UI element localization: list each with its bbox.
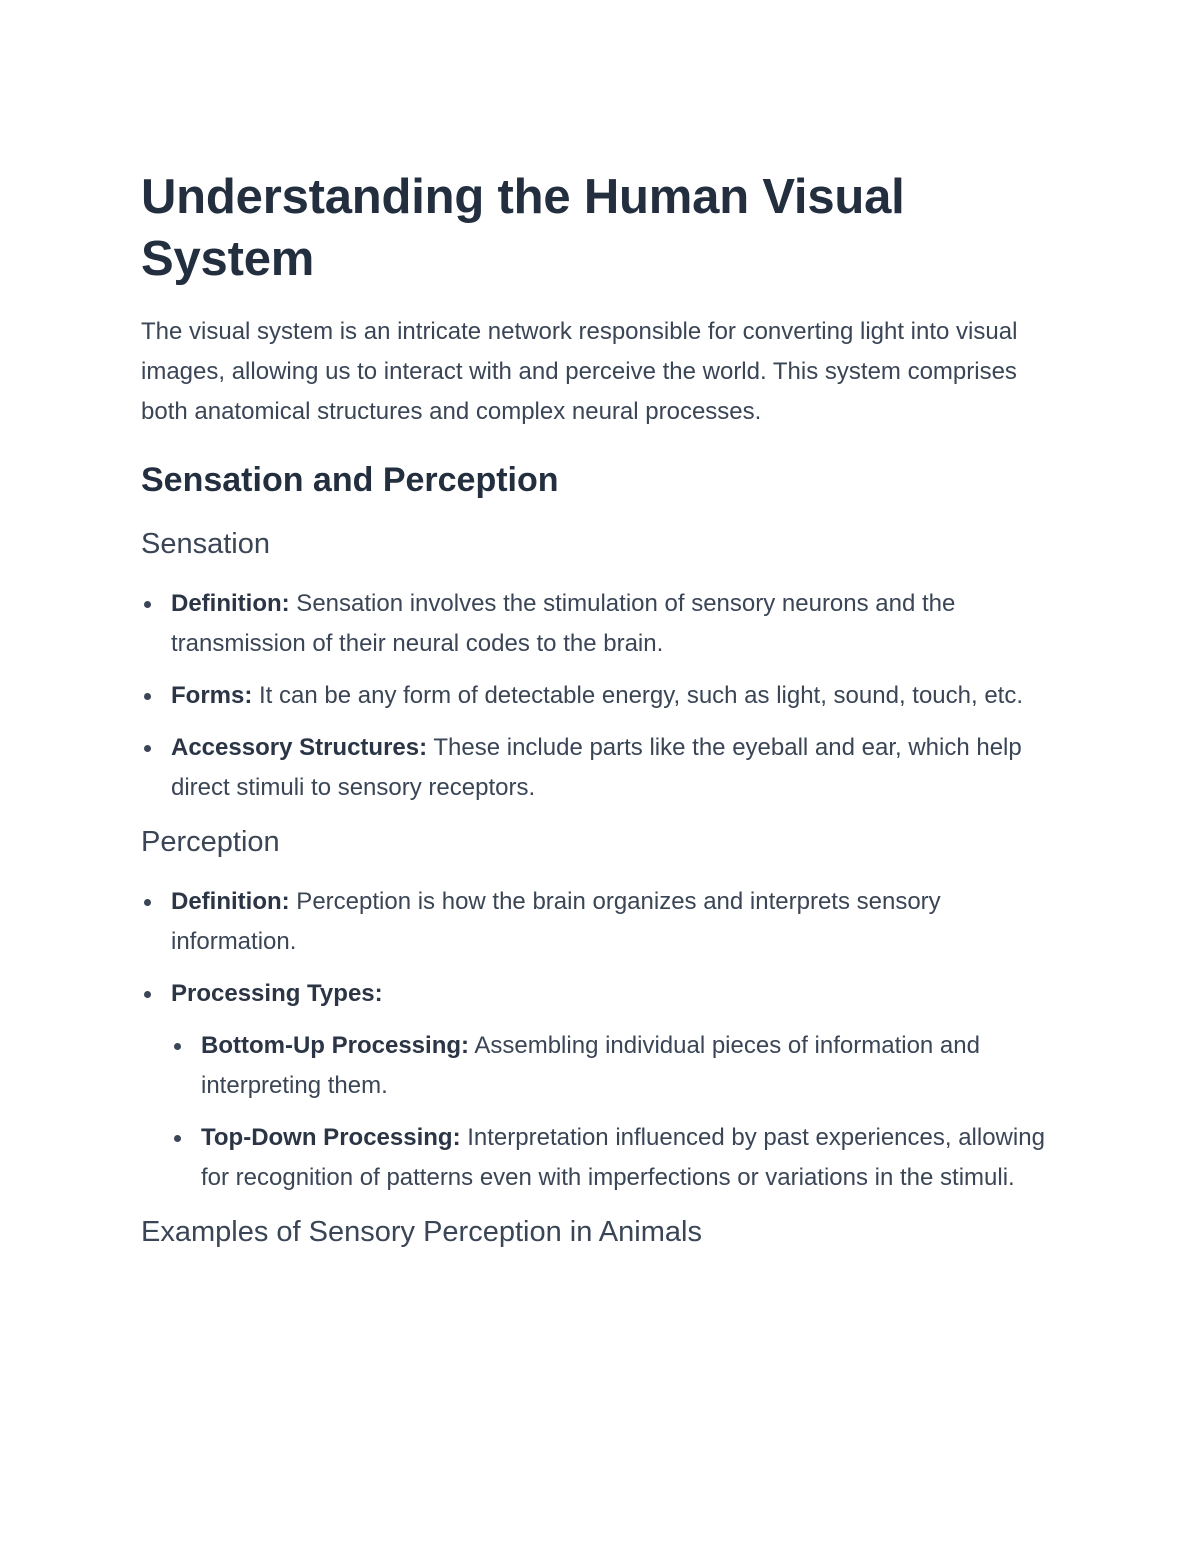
- list-item-term: Definition:: [171, 590, 290, 617]
- processing-types-list: [171, 1026, 1061, 1198]
- list-item-text: Assembling individual pieces of information and interpreting them.: [201, 1032, 980, 1099]
- intro-paragraph: The visual system is an intricate network responsible for converting light into visual images, allowing us to interact with and perceive the world. This system comprises both anatomical structures and complex neural processes.: [141, 318, 1018, 425]
- sub-list-item: [171, 1026, 1061, 1106]
- list-item: [141, 584, 1061, 664]
- list-item-term: Processing Types:: [171, 980, 383, 1007]
- list-item-term: Forms:: [171, 682, 253, 709]
- list-item-term: Accessory Structures:: [171, 734, 428, 761]
- list-item-text: Interpretation influenced by past experiences, allowing for recognition of patterns even with imperfections or variations in the stimuli.: [201, 1124, 1045, 1191]
- subheading-perception: Perception: [141, 826, 280, 858]
- list-item-term: Bottom-Up Processing:: [201, 1032, 470, 1059]
- list-item: [141, 882, 1061, 962]
- list-item: [141, 676, 1061, 716]
- list-item-text: Sensation involves the stimulation of sensory neurons and the transmission of their neural codes to the brain.: [171, 590, 956, 657]
- sensation-list: [141, 584, 1061, 808]
- list-item-text: Perception is how the brain organizes and interprets sensory information.: [171, 888, 941, 955]
- document-page: [141, 166, 1061, 1252]
- subheading-examples: Examples of Sensory Perception in Animals: [141, 1216, 702, 1248]
- page-title: Understanding the Human Visual System: [141, 170, 905, 286]
- list-item: [141, 974, 1061, 1198]
- list-item-term: Definition:: [171, 888, 290, 915]
- list-item: [141, 728, 1061, 808]
- section-heading: Sensation and Perception: [141, 461, 559, 499]
- list-item-text: These include parts like the eyeball and ear, which help direct stimuli to sensory receptors.: [171, 734, 1022, 801]
- list-item-text: It can be any form of detectable energy, such as light, sound, touch, etc.: [252, 682, 1024, 709]
- subheading-sensation: Sensation: [141, 528, 270, 560]
- list-item-term: Top-Down Processing:: [201, 1124, 461, 1151]
- perception-list: [141, 882, 1061, 1198]
- sub-list-item: [171, 1118, 1061, 1198]
